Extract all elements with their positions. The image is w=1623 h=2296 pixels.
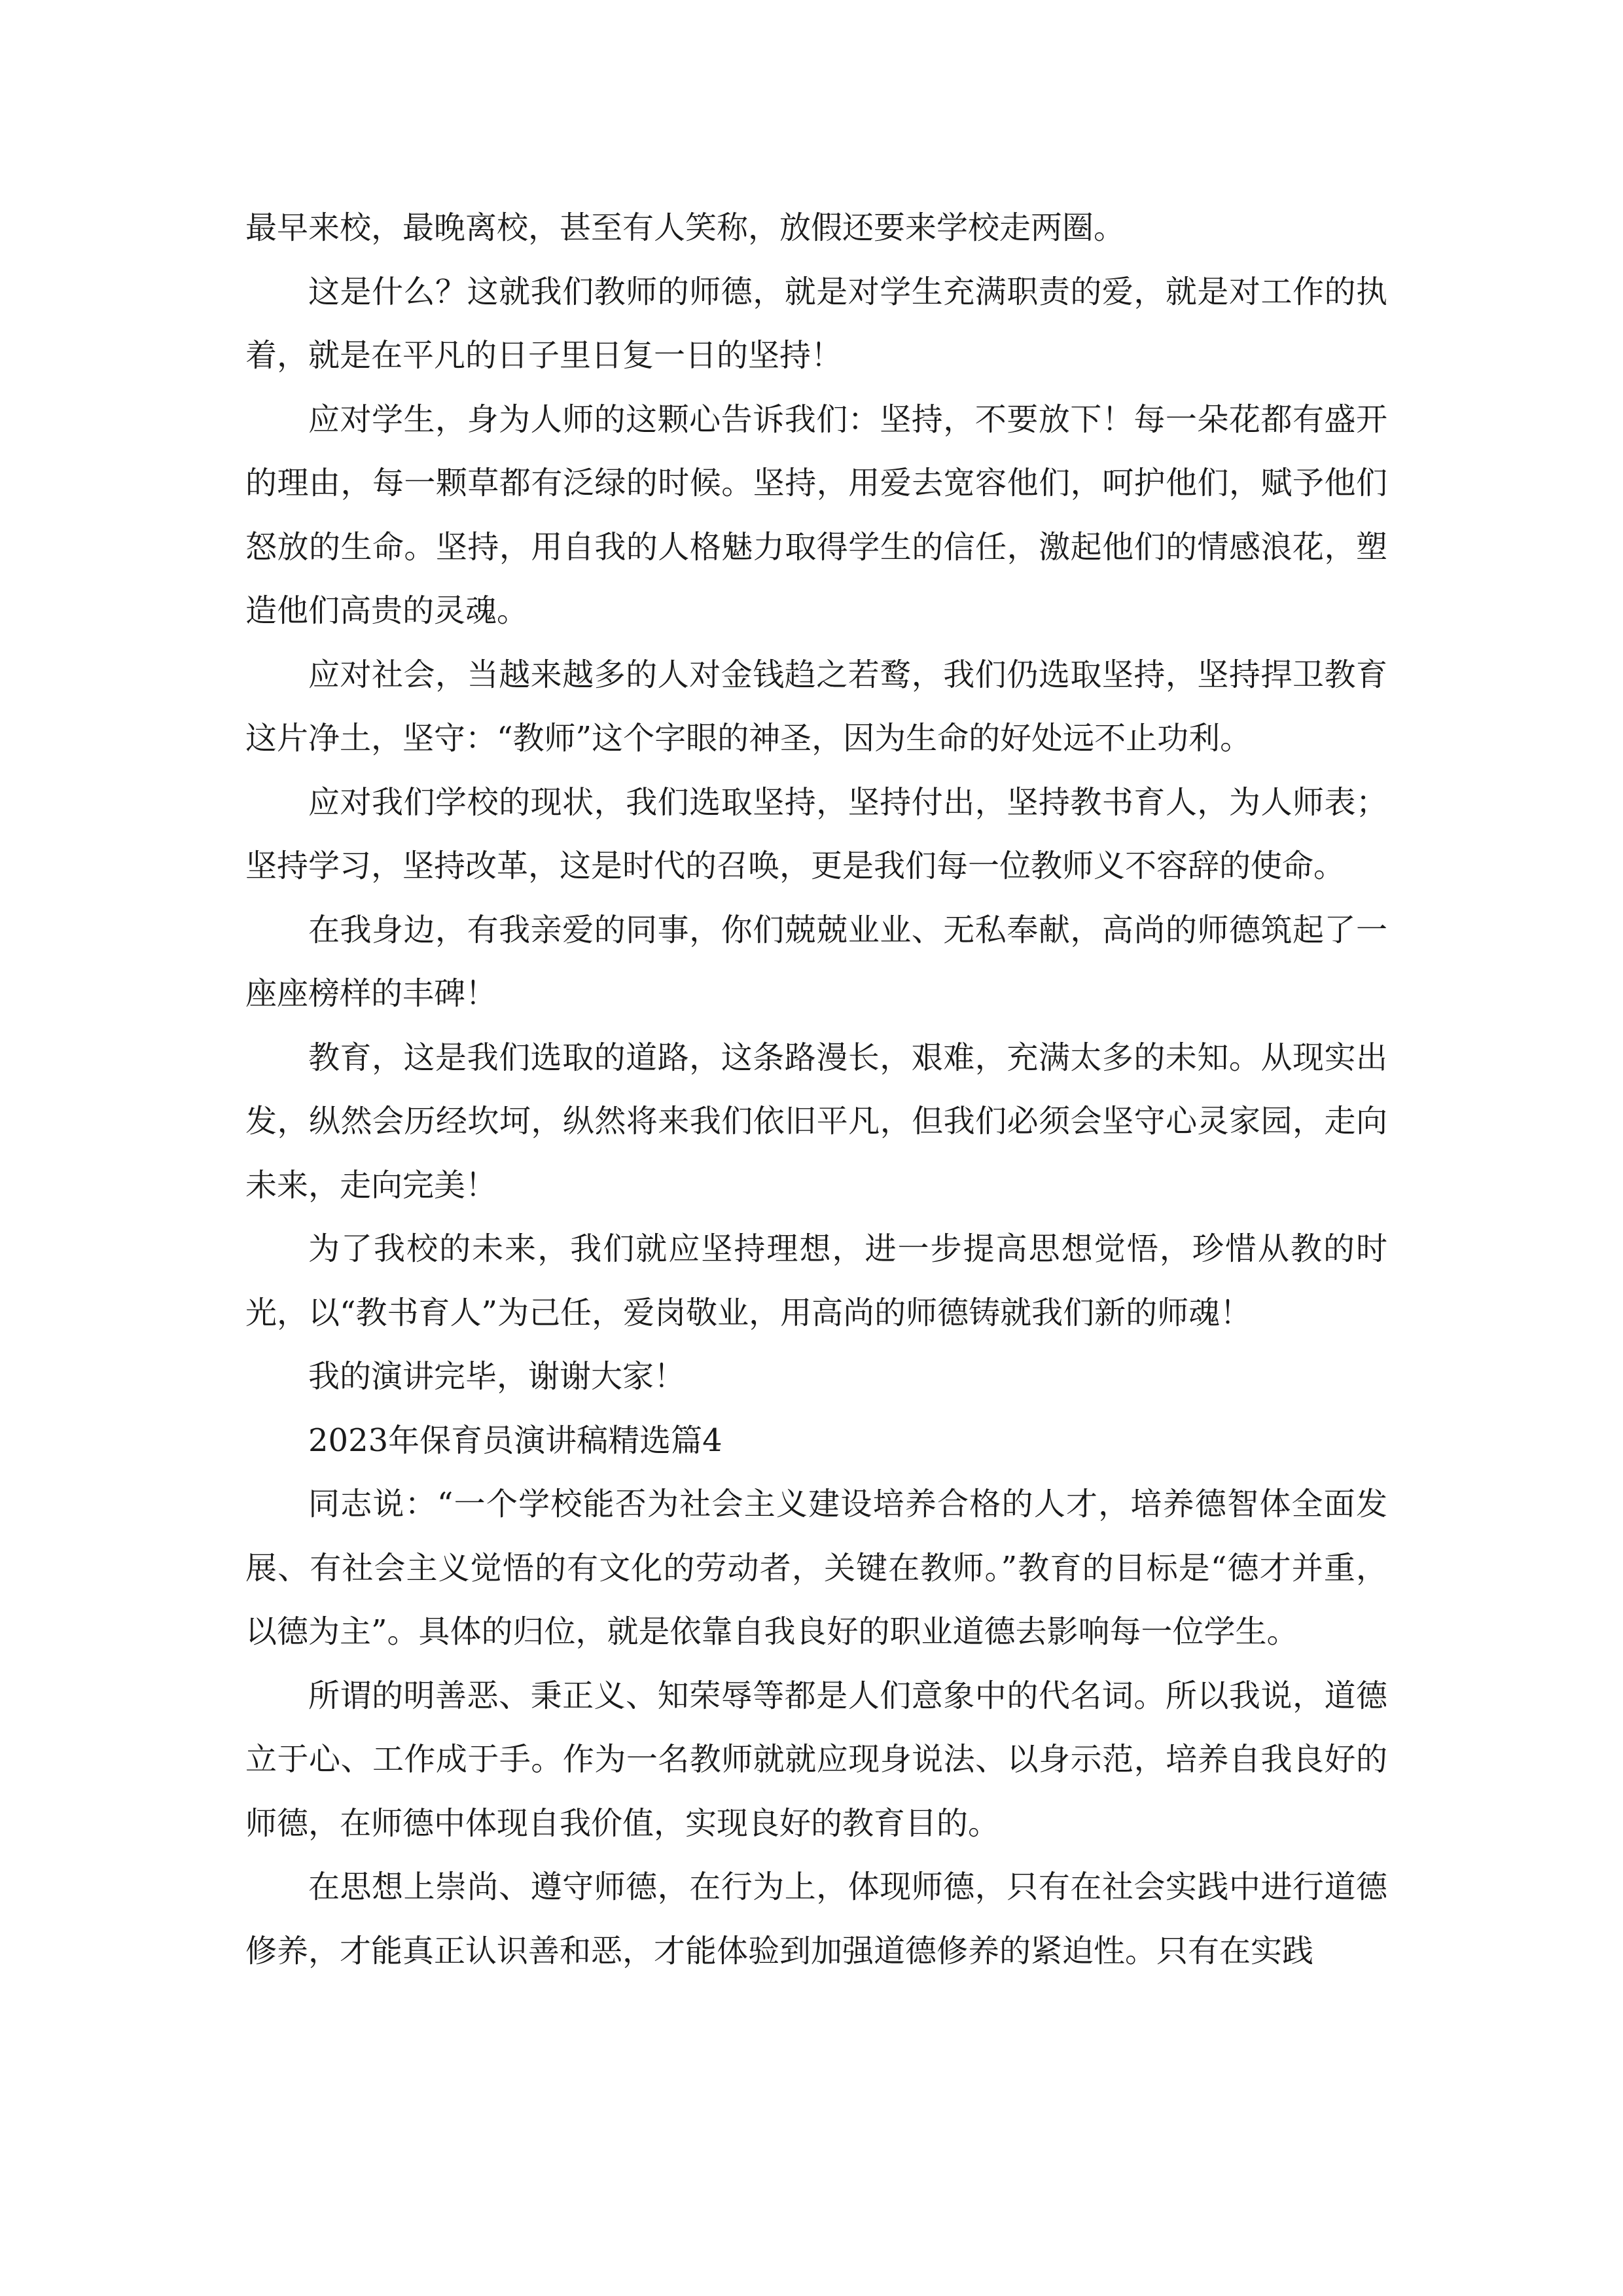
paragraph: 为了我校的未来，我们就应坚持理想，进一步提高思想觉悟，珍惜从教的时光，以“教书育人”为己任，爱岗敬业，用高尚的师德铸就我们新的师魂！ [245, 1230, 1387, 1331]
paragraph: 我的演讲完毕，谢谢大家！ [308, 1358, 686, 1395]
paragraph: 应对我们学校的现状，我们选取坚持，坚持付出，坚持教书育人，为人师表；坚持学习，坚持改革，这是时代的召唤，更是我们每一位教师义不容辞的使命。 [245, 783, 1387, 884]
paragraph: 应对学生，身为人师的这颗心告诉我们：坚持，不要放下！每一朵花都有盛开的理由，每一颗草都有泛绿的时候。坚持，用爱去宽容他们，呵护他们，赋予他们怒放的生命。坚持，用自我的人格魅力取得学生的信任，激起他们的情感浪花，塑造他们高贵的灵魂。 [245, 401, 1387, 629]
paragraph: 在我身边，有我亲爱的同事，你们兢兢业业、无私奉献，高尚的师德筑起了一座座榜样的丰碑！ [245, 911, 1387, 1012]
paragraph: 应对社会，当越来越多的人对金钱趋之若鹜，我们仍选取坚持，坚持捍卫教育这片净土，坚守：“教师”这个字眼的神圣，因为生命的好处远不止功利。 [245, 656, 1387, 757]
paragraph-continuation: 最早来校，最晚离校，甚至有人笑称，放假还要来学校走两圈。 [245, 209, 1126, 246]
paragraph: 这是什么？这就我们教师的师德，就是对学生充满职责的爱，就是对工作的执着，就是在平凡的日子里日复一日的坚持！ [245, 273, 1387, 374]
paragraph: 同志说：“一个学校能否为社会主义建设培养合格的人才，培养德智体全面发展、有社会主义觉悟的有文化的劳动者，关键在教师。”教育的目标是“德才并重，以德为主”。具体的归位，就是依靠自我良好的职业道德去影响每一位学生。 [245, 1486, 1387, 1650]
paragraph: 所谓的明善恶、秉正义、知荣辱等都是人们意象中的代名词。所以我说，道德立于心、工作成于手。作为一名教师就就应现身说法、以身示范，培养自我良好的师德，在师德中体现自我价值，实现良好的教育目的。 [245, 1677, 1387, 1842]
paragraph: 教育，这是我们选取的道路，这条路漫长，艰难，充满太多的未知。从现实出发，纵然会历经坎坷，纵然将来我们依旧平凡，但我们必须会坚守心灵家园，走向未来，走向完美！ [245, 1039, 1387, 1204]
document-body [245, 196, 1387, 1983]
paragraph: 在思想上崇尚、遵守师德，在行为上，体现师德，只有在社会实践中进行道德修养，才能真正认识善和恶，才能体验到加强道德修养的紧迫性。只有在实践 [245, 1869, 1387, 1969]
section-heading: 2023年保育员演讲稿精选篇4 [308, 1422, 722, 1459]
